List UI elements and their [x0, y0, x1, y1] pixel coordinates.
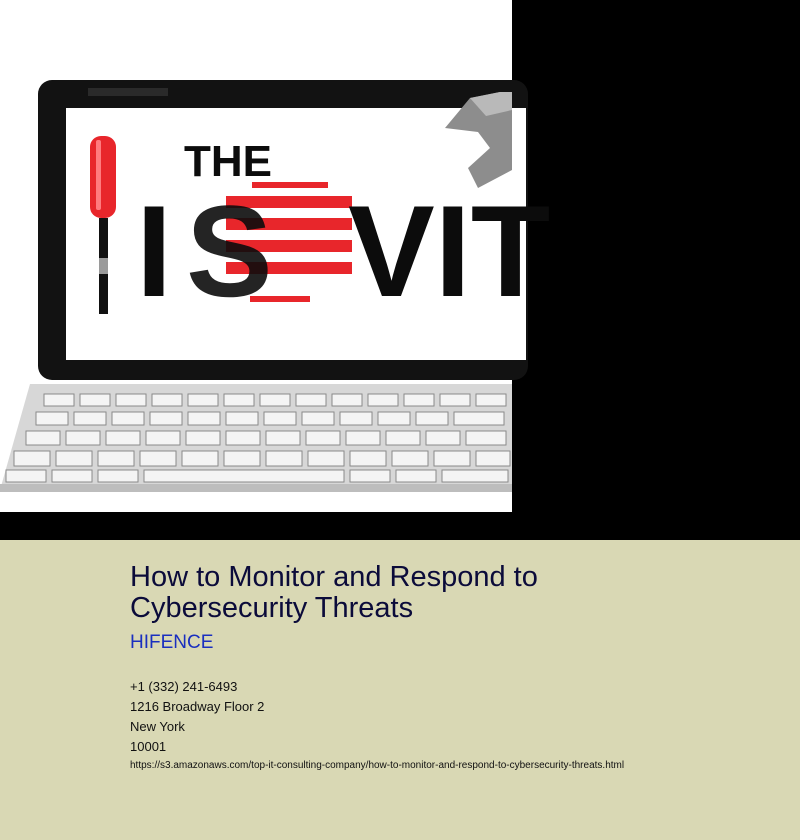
page-url-link[interactable]: https://s3.amazonaws.com/top-it-consulting-company/how-to-monitor-and-respond-to-cybersecurity-threats.html: [130, 760, 625, 771]
keyboard-graphic: [0, 384, 512, 492]
screen-text-the: THE: [184, 137, 272, 186]
screen-text-i: I: [136, 178, 173, 324]
screen-text-s: S: [186, 178, 273, 324]
zip-code: 10001: [130, 739, 167, 754]
brand-name: HIFENCE: [130, 632, 214, 653]
article-info-panel: [0, 540, 800, 840]
contact-block: [130, 677, 264, 757]
address-line: 1216 Broadway Floor 2: [130, 699, 265, 714]
page-title: How to Monitor and Respond to Cybersecurity Threats: [130, 561, 538, 624]
phone-number[interactable]: +1 (332) 241-6493: [130, 679, 238, 694]
city: New York: [130, 719, 185, 734]
laptop-illustration: [0, 0, 551, 512]
screen-text-vit: VIT: [348, 178, 551, 324]
